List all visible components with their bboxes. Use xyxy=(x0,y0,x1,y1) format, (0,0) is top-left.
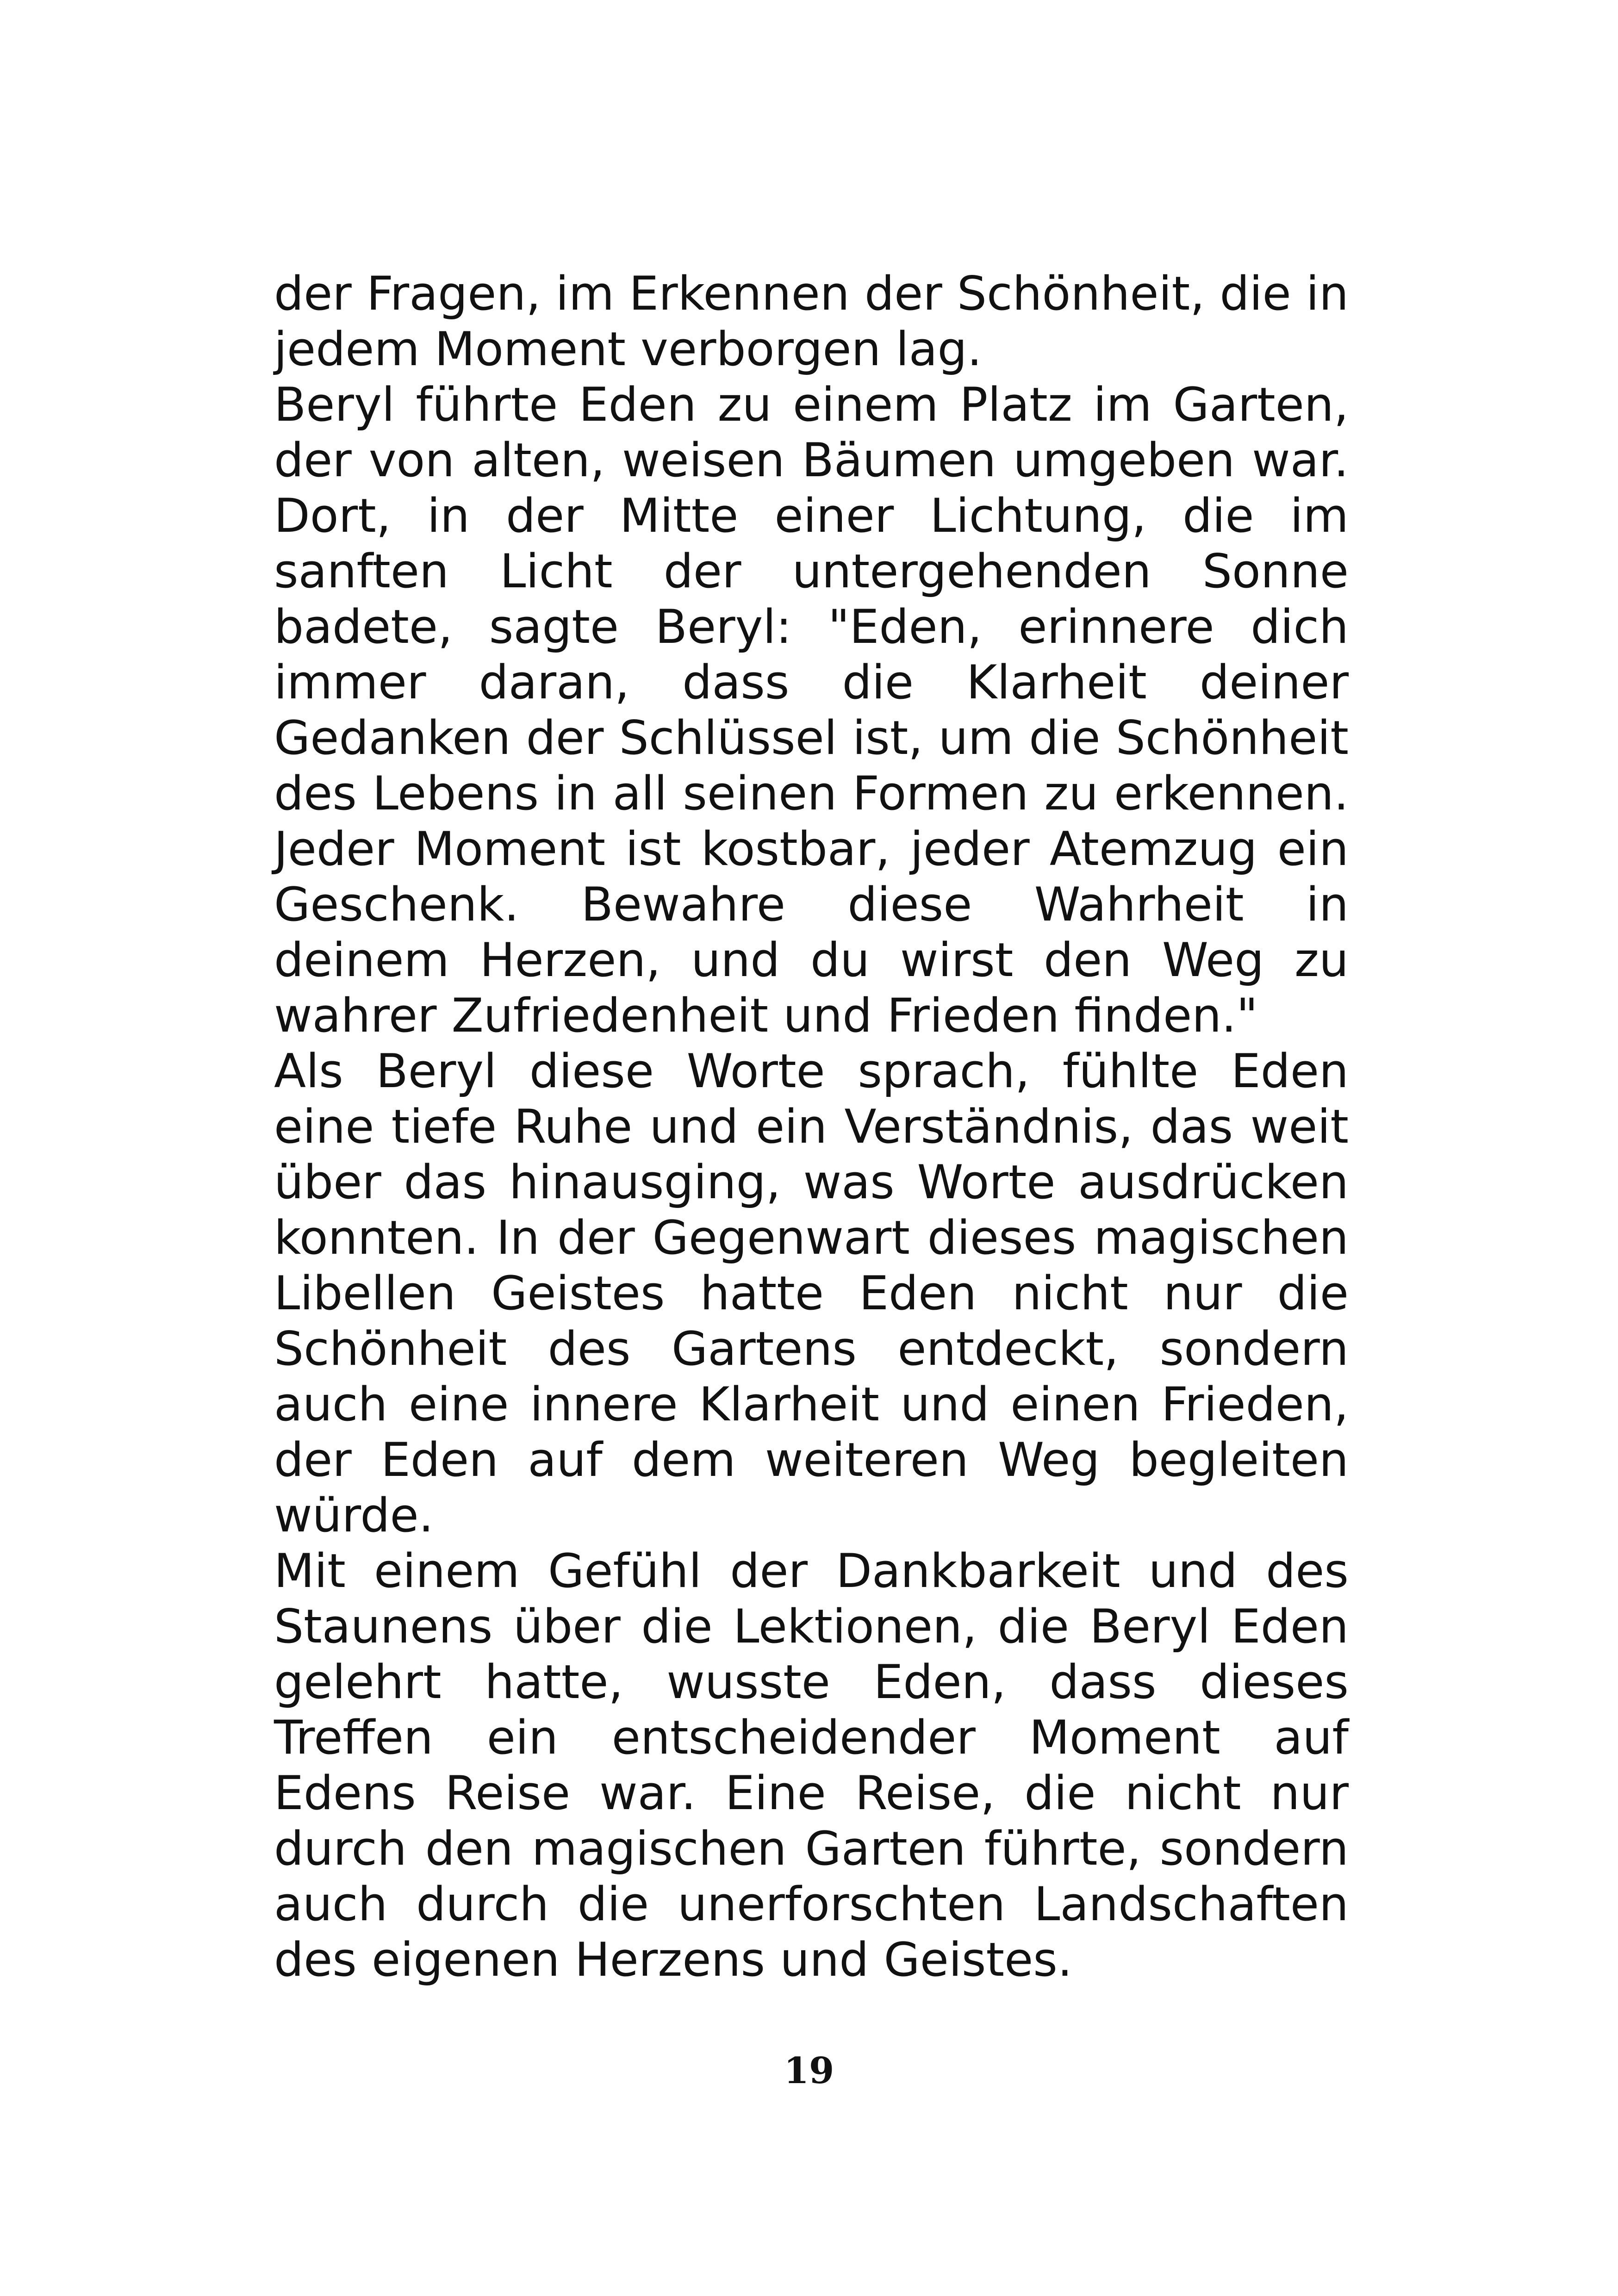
page-number: 19 xyxy=(784,2050,834,2092)
paragraph: Beryl führte Eden zu einem Platz im Garten, der von alten, weisen Bäumen umgeben war. Dort, in der Mitte einer Lichtung, die im sanften Licht der untergehenden Sonne badete, sagte Beryl: "Eden, erinnere dich immer daran, dass die Klarheit deiner Gedanken der Schlüssel ist, um die Schönheit des Lebens in all seinen Formen zu erkennen. Jeder Moment ist kostbar, jeder Atemzug ein Geschenk. Bewahre diese Wahrheit in deinem Herzen, und du wirst den Weg zu wahrer Zufriedenheit und Frieden finden." xyxy=(274,377,1349,1043)
paragraph: Als Beryl diese Worte sprach, fühlte Eden eine tiefe Ruhe und ein Verständnis, das weit über das hinausging, was Worte ausdrücken konnten. In der Gegenwart dieses magischen Libellen Geistes hatte Eden nicht nur die Schönheit des Gartens entdeckt, sondern auch eine innere Klarheit und einen Frieden, der Eden auf dem weiteren Weg begleiten würde. xyxy=(274,1044,1349,1543)
paragraph: der Fragen, im Erkennen der Schönheit, die in jedem Moment verborgen lag. xyxy=(274,266,1349,376)
body-text xyxy=(274,266,1349,1987)
paragraph: Mit einem Gefühl der Dankbarkeit und des Staunens über die Lektionen, die Beryl Eden gelehrt hatte, wusste Eden, dass dieses Treffen ein entscheidender Moment auf Edens Reise war. Eine Reise, die nicht nur durch den magischen Garten führte, sondern auch durch die unerforschten Landschaften des eigenen Herzens und Geistes. xyxy=(274,1543,1349,1987)
